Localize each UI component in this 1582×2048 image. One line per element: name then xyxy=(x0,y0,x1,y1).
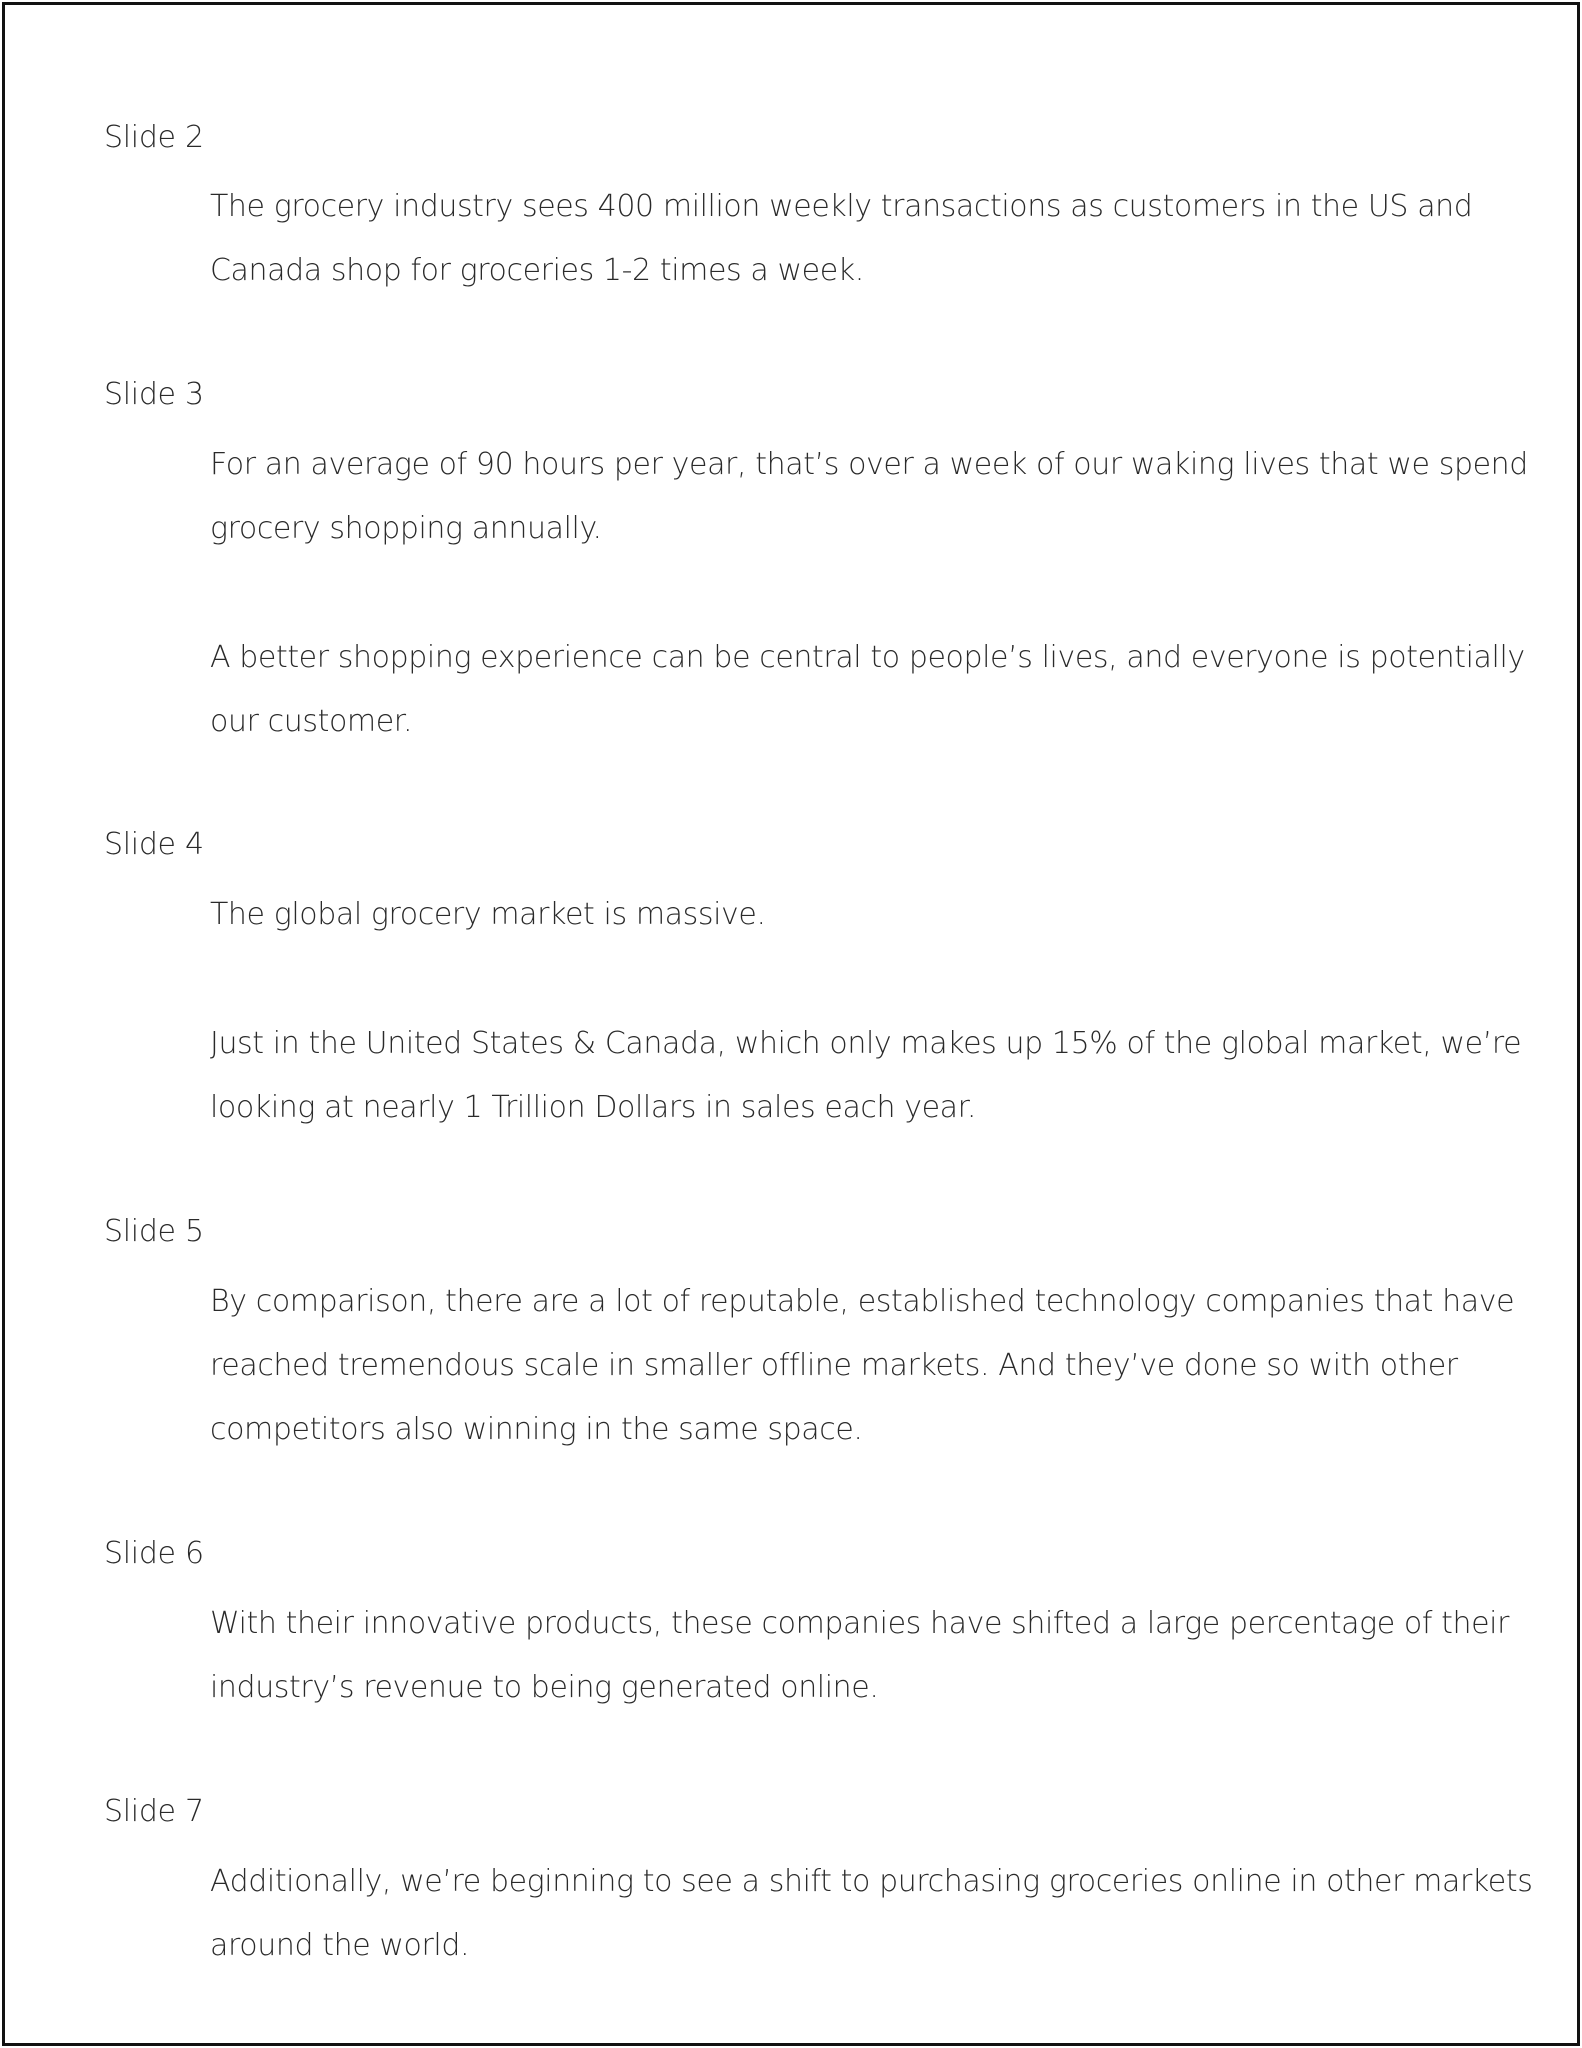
text-line: our customer. xyxy=(210,704,413,739)
text-line: For an average of 90 hours per year, that’s over a week of our waking lives that we spend xyxy=(210,447,1528,482)
text-line: looking at nearly 1 Trillion Dollars in sales each year. xyxy=(210,1090,976,1125)
text-line: The global grocery market is massive. xyxy=(210,897,766,932)
slide-4-label: Slide 4 xyxy=(104,827,204,862)
text-line: With their innovative products, these companies have shifted a large percentage of their xyxy=(210,1606,1510,1641)
text-line: A better shopping experience can be central to people’s lives, and everyone is potentially xyxy=(210,640,1525,675)
slide-5-paragraph-1 xyxy=(210,1270,1515,1462)
slide-2-paragraph-1 xyxy=(210,175,1480,303)
text-line: grocery shopping annually. xyxy=(210,511,602,546)
text-line: industry’s revenue to being generated online. xyxy=(210,1670,879,1705)
text-line: Additionally, we’re beginning to see a shift to purchasing groceries online in other markets xyxy=(210,1864,1533,1899)
slide-3-label: Slide 3 xyxy=(104,377,204,412)
slide-7-paragraph-1 xyxy=(210,1850,1533,1978)
slide-6-paragraph-1 xyxy=(210,1592,1510,1720)
slide-7-label: Slide 7 xyxy=(104,1794,204,1829)
slide-6-label: Slide 6 xyxy=(104,1536,204,1571)
text-line: reached tremendous scale in smaller offline markets. And they’ve done so with other xyxy=(210,1348,1458,1383)
text-line: The grocery industry sees 400 million weekly transactions as customers in the US and xyxy=(210,189,1473,224)
document-page xyxy=(2,2,1580,2046)
text-line: By comparison, there are a lot of reputable, established technology companies that have xyxy=(210,1284,1515,1319)
slide-4-paragraph-2 xyxy=(210,1012,1522,1140)
slide-4-paragraph-1 xyxy=(210,883,1480,947)
text-line: competitors also winning in the same space. xyxy=(210,1412,863,1447)
text-line: Just in the United States & Canada, which only makes up 15% of the global market, we’re xyxy=(210,1026,1522,1061)
slide-3-paragraph-2 xyxy=(210,626,1525,754)
text-line: around the world. xyxy=(210,1928,470,1963)
slide-5-label: Slide 5 xyxy=(104,1214,204,1249)
slide-2-label: Slide 2 xyxy=(104,120,204,155)
text-line: Canada shop for groceries 1-2 times a week. xyxy=(210,253,864,288)
slide-3-paragraph-1 xyxy=(210,433,1528,561)
